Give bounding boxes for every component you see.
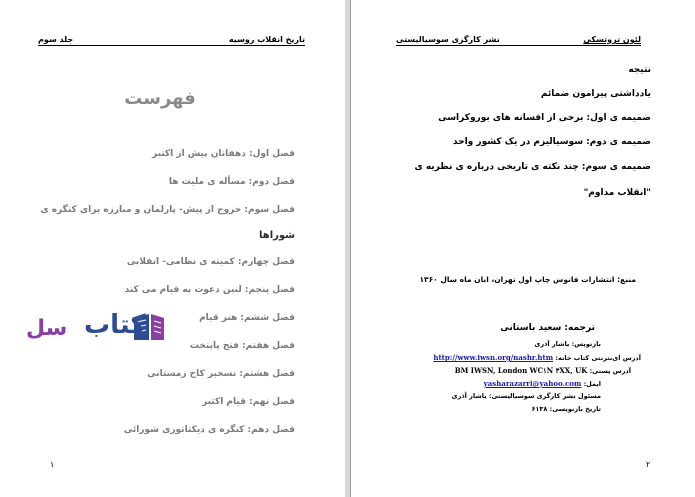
translator: ترجمه: سعید باستانی xyxy=(500,323,595,333)
table-of-contents xyxy=(25,140,295,444)
toc-item[interactable]: فصل هشتم: تسخیر کاخ زمستانی xyxy=(147,369,295,379)
retype-date: تاریخ بازنویسی: ۶۱۳۸ xyxy=(531,405,601,413)
toc-item[interactable]: نتیجه xyxy=(628,65,651,75)
toc-item-continuation: شوراها xyxy=(259,230,295,241)
toc-item[interactable]: فصل دوم: مسأله ی ملیت ها xyxy=(168,177,295,187)
toc-item[interactable]: فصل چهارم: کمیته ی نظامی- انقلابی xyxy=(126,257,295,267)
book-title: تاریخ انقلاب روسیه xyxy=(228,35,305,44)
watermark-word-sel: سل xyxy=(26,316,68,341)
postal-address: BM IWSN, London WC۱N ۳XX, UK xyxy=(454,366,588,375)
toc-item[interactable]: یادداشتی پیرامون ضمائم xyxy=(540,89,651,99)
publisher-label: نشر کارگری سوسیالیستی xyxy=(396,35,500,44)
postal-label: آدرس پستی: xyxy=(589,367,631,375)
author-label: لئون تروتسکی xyxy=(583,35,641,44)
running-header xyxy=(38,33,305,46)
toc-item[interactable]: ضمیمه ی دوم: سوسیالیزم در یک کشور واحد xyxy=(452,137,651,147)
source-note: منبع: انتشارات فانوس چاپ اول تهران، ابان ماه سال ۱۳۶۰ xyxy=(419,275,636,284)
watermark-logo xyxy=(26,310,196,346)
left-page xyxy=(0,0,346,497)
toc-item[interactable]: ضمیمه ی اول: برخی از افسانه های بوروکراسی xyxy=(438,113,651,123)
responsible-publisher: مسئول نشر کارگری سوسیالیستی: یاشار آذری xyxy=(451,392,601,400)
contents-continued xyxy=(381,58,651,206)
retyped-by: بازنویس: یاشار آذری xyxy=(534,340,601,348)
right-page xyxy=(350,0,695,497)
email-link[interactable]: yasharazarri@yahoo.com xyxy=(483,379,582,388)
volume-label: جلد سوم xyxy=(38,35,74,44)
toc-title: فهرست xyxy=(124,88,196,109)
toc-item[interactable]: فصل پنجم: لنین دعوت به قیام می کند xyxy=(124,285,295,295)
toc-item[interactable]: فصل هفتم: فتح پایتخت xyxy=(189,341,295,351)
toc-item[interactable]: فصل سوم: خروج از پیش- پارلمان و مبارزه برای کنگره ی xyxy=(40,205,295,215)
page-number: ۲ xyxy=(646,460,651,469)
toc-item[interactable]: فصل ششم: هنر قیام xyxy=(199,313,295,323)
website-link[interactable]: http://www.iwsn.org/nashr.htm xyxy=(433,353,554,362)
credits-block xyxy=(361,318,641,416)
watermark-word-ketab: کتاب xyxy=(84,310,146,340)
email-label: ایمل: xyxy=(583,380,601,388)
running-header xyxy=(396,33,641,46)
page-number: ۱ xyxy=(50,460,55,469)
toc-item[interactable]: فصل نهم: قیام اکتبر xyxy=(202,397,295,407)
website-label: آدرس ای‌نترنتی کتاب خانه: xyxy=(555,354,641,362)
toc-item[interactable]: فصل دهم: کنگره ی دیکتاتوری شورائی xyxy=(123,425,295,435)
toc-item[interactable]: ضمیمه ی سوم: چند نکته ی تاریخی درباره ی نظریه ی "انقلاب مداوم" xyxy=(414,162,651,198)
toc-item[interactable]: فصل اول: دهقانان پیش از اکتبر xyxy=(151,149,295,159)
